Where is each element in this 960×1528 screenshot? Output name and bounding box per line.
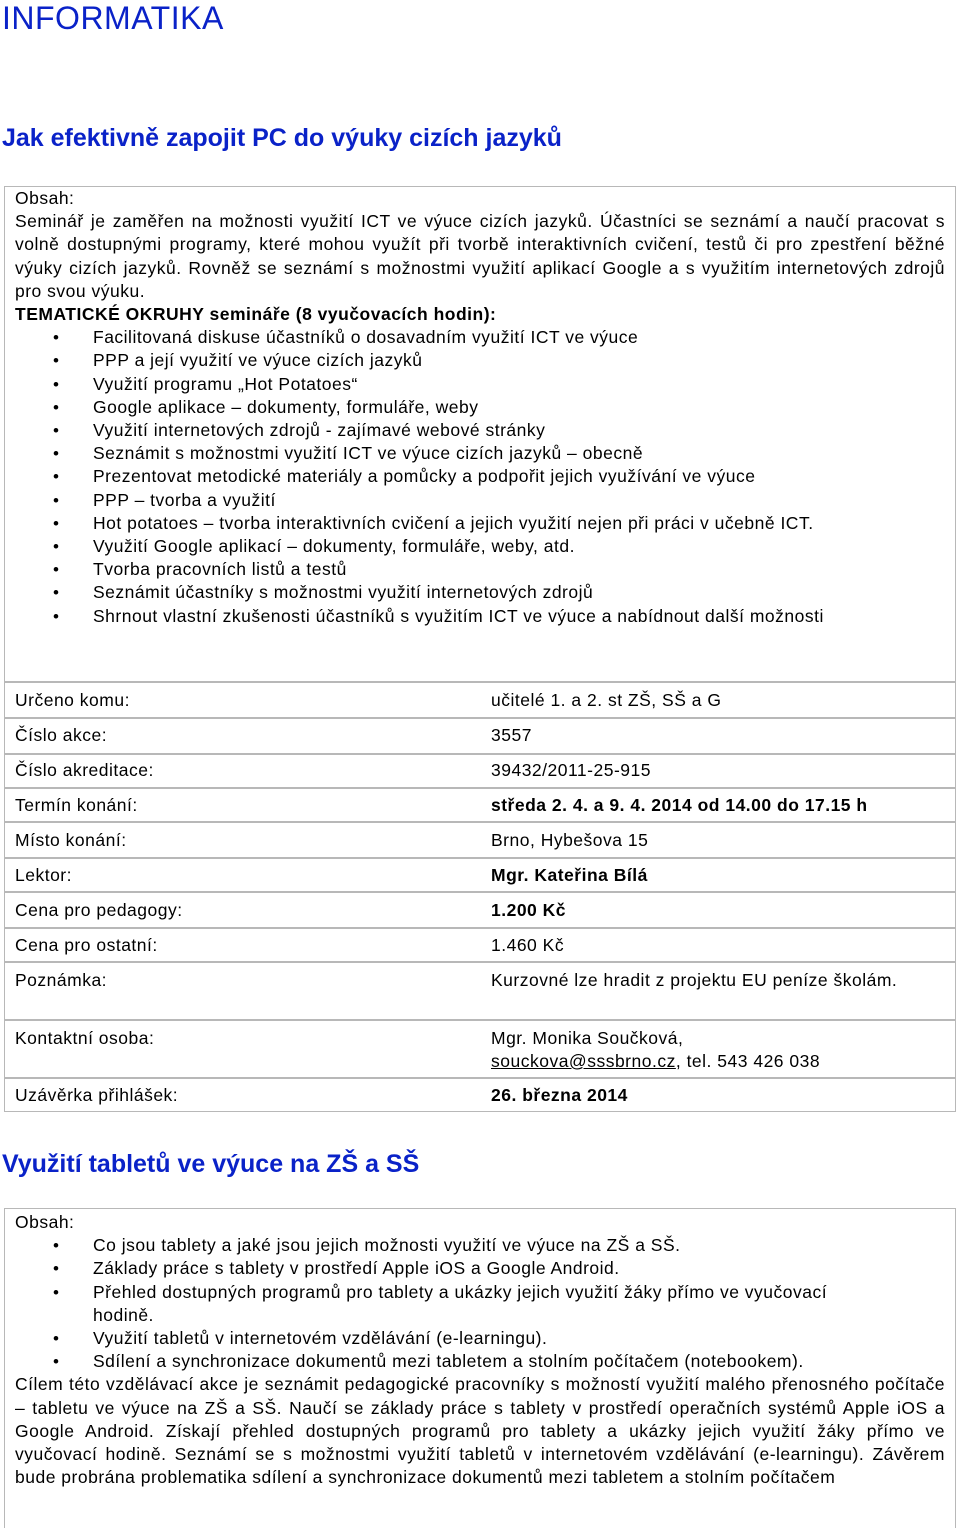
list-item: • Prezentovat metodické materiály a pomůcky a podpořit jejich využívání ve výuce bbox=[15, 465, 945, 488]
list-item: • Využití Google aplikací – dokumenty, formuláře, weby, atd. bbox=[15, 535, 945, 558]
course-paragraph: Cílem této vzdělávací akce je seznámit pedagogické pracovníky s možností využití malého přenosného počítače – tabletu ve výuce na ZŠ a SŠ. Naučí se základy práce s tablety v prostředí operačních systémů Apple iOS a Google Android. Získají přehled dostupných programů pro tablety a ukázky jejich využití žáky přímo ve vyučovací hodině. Seznámí se s možnostmi využití tabletů v internetovém vzdělávání (e-learningu). Závěrem bude probrána problematika sdílení a synchronizace dokumentů mezi tabletem a stolním počítačem bbox=[15, 1374, 945, 1488]
list-item: • Seznámit účastníky s možnostmi využití internetových zdrojů bbox=[15, 581, 945, 604]
detail-row-contact bbox=[4, 1020, 956, 1078]
detail-value: Kurzovné lze hradit z projektu EU peníze školám. bbox=[491, 970, 898, 990]
detail-row-event-number bbox=[4, 718, 956, 754]
list-item: • Využití tabletů v internetovém vzdělávání (e-learningu). bbox=[15, 1327, 945, 1350]
list-item: • Tvorba pracovních listů a testů bbox=[15, 558, 945, 581]
detail-value: Brno, Hybešova 15 bbox=[491, 830, 649, 850]
detail-label: Termín konání: bbox=[15, 795, 138, 815]
detail-label: Číslo akreditace: bbox=[15, 760, 154, 780]
obsah-label: Obsah: bbox=[15, 1212, 75, 1232]
list-item: • PPP a její využití ve výuce cizích jazyků bbox=[15, 349, 945, 372]
detail-row-price-others bbox=[4, 928, 956, 962]
course-description: Seminář je zaměřen na možnosti využití ICT ve výuce cizích jazyků. Účastníci se seznámí a naučí pracovat s volně dostupnými programy, které mohou využít při tvorbě interaktivních cvičení, testů či pro zpestření běžné výuky cizích jazyků. Rovněž se seznámí s možnostmi využití aplikací Google a s využitím internetových zdrojů pro svou výuku. bbox=[15, 211, 945, 301]
detail-value: 39432/2011-25-915 bbox=[491, 760, 651, 780]
list-item: • Facilitovaná diskuse účastníků o dosavadním využití ICT ve výuce bbox=[15, 326, 945, 349]
course-title: Využití tabletů ve výuce na ZŠ a SŠ bbox=[2, 1150, 420, 1178]
list-item: • Základy práce s tablety v prostředí Apple iOS a Google Android. bbox=[15, 1257, 945, 1280]
content-list bbox=[15, 1234, 945, 1373]
detail-row-date bbox=[4, 788, 956, 822]
contact-phone: , tel. 543 426 038 bbox=[675, 1051, 821, 1071]
list-item: • Přehled dostupných programů pro tablety a ukázky jejich využití žáky přímo ve vyučovací hodině. bbox=[15, 1281, 945, 1327]
detail-value: 26. března 2014 bbox=[491, 1085, 628, 1105]
list-item: • Využití programu „Hot Potatoes“ bbox=[15, 373, 945, 396]
course-title: Jak efektivně zapojit PC do výuky cizích jazyků bbox=[2, 124, 562, 152]
detail-value bbox=[491, 1027, 941, 1073]
obsah-label: Obsah: bbox=[15, 188, 75, 208]
list-item: • Co jsou tablety a jaké jsou jejich možnosti využití ve výuce na ZŠ a SŠ. bbox=[15, 1234, 945, 1257]
list-item: • Hot potatoes – tvorba interaktivních cvičení a jejich využití nejen při práci v učebně ICT. bbox=[15, 512, 945, 535]
list-item: • Sdílení a synchronizace dokumentů mezi tabletem a stolním počítačem (notebookem). bbox=[15, 1350, 945, 1373]
detail-label: Číslo akce: bbox=[15, 725, 108, 745]
list-item: • Shrnout vlastní zkušenosti účastníků s využitím ICT ve výuce a nabídnout další možnosti bbox=[15, 605, 945, 628]
detail-row-note bbox=[4, 962, 956, 1020]
list-item: • PPP – tvorba a využití bbox=[15, 489, 945, 512]
detail-value: středa 2. 4. a 9. 4. 2014 od 14.00 do 17.15 h bbox=[491, 795, 868, 815]
detail-label: Poznámka: bbox=[15, 970, 108, 990]
detail-value: 3557 bbox=[491, 725, 532, 745]
detail-value: 1.460 Kč bbox=[491, 935, 565, 955]
detail-row-price-teachers bbox=[4, 892, 956, 928]
detail-label: Kontaktní osoba: bbox=[15, 1028, 155, 1048]
detail-label: Určeno komu: bbox=[15, 690, 130, 710]
detail-label: Cena pro ostatní: bbox=[15, 935, 158, 955]
list-item: • Google aplikace – dokumenty, formuláře, weby bbox=[15, 396, 945, 419]
detail-value: 1.200 Kč bbox=[491, 900, 567, 920]
course-content-box bbox=[4, 1208, 956, 1528]
detail-label: Místo konání: bbox=[15, 830, 127, 850]
course-content-box bbox=[4, 186, 956, 682]
detail-value: Mgr. Kateřina Bílá bbox=[491, 865, 648, 885]
detail-value: učitelé 1. a 2. st ZŠ, SŠ a G bbox=[491, 690, 722, 710]
topics-heading: TEMATICKÉ OKRUHY semináře (8 vyučovacích hodin): bbox=[15, 304, 497, 325]
contact-name: Mgr. Monika Součková, bbox=[491, 1028, 684, 1048]
detail-row-deadline bbox=[4, 1078, 956, 1112]
detail-row-audience bbox=[4, 682, 956, 718]
detail-row-accreditation bbox=[4, 754, 956, 788]
detail-row-lecturer bbox=[4, 858, 956, 892]
detail-label: Lektor: bbox=[15, 865, 72, 885]
detail-label: Cena pro pedagogy: bbox=[15, 900, 183, 920]
section-title: INFORMATIKA bbox=[2, 0, 224, 36]
topics-list bbox=[15, 326, 945, 628]
detail-row-venue bbox=[4, 822, 956, 858]
detail-label: Uzávěrka přihlášek: bbox=[15, 1085, 179, 1105]
contact-email-link[interactable]: souckova@sssbrno.cz bbox=[491, 1051, 676, 1071]
list-item: • Seznámit s možnostmi využití ICT ve výuce cizích jazyků – obecně bbox=[15, 442, 945, 465]
list-item: • Využití internetových zdrojů - zajímavé webové stránky bbox=[15, 419, 945, 442]
